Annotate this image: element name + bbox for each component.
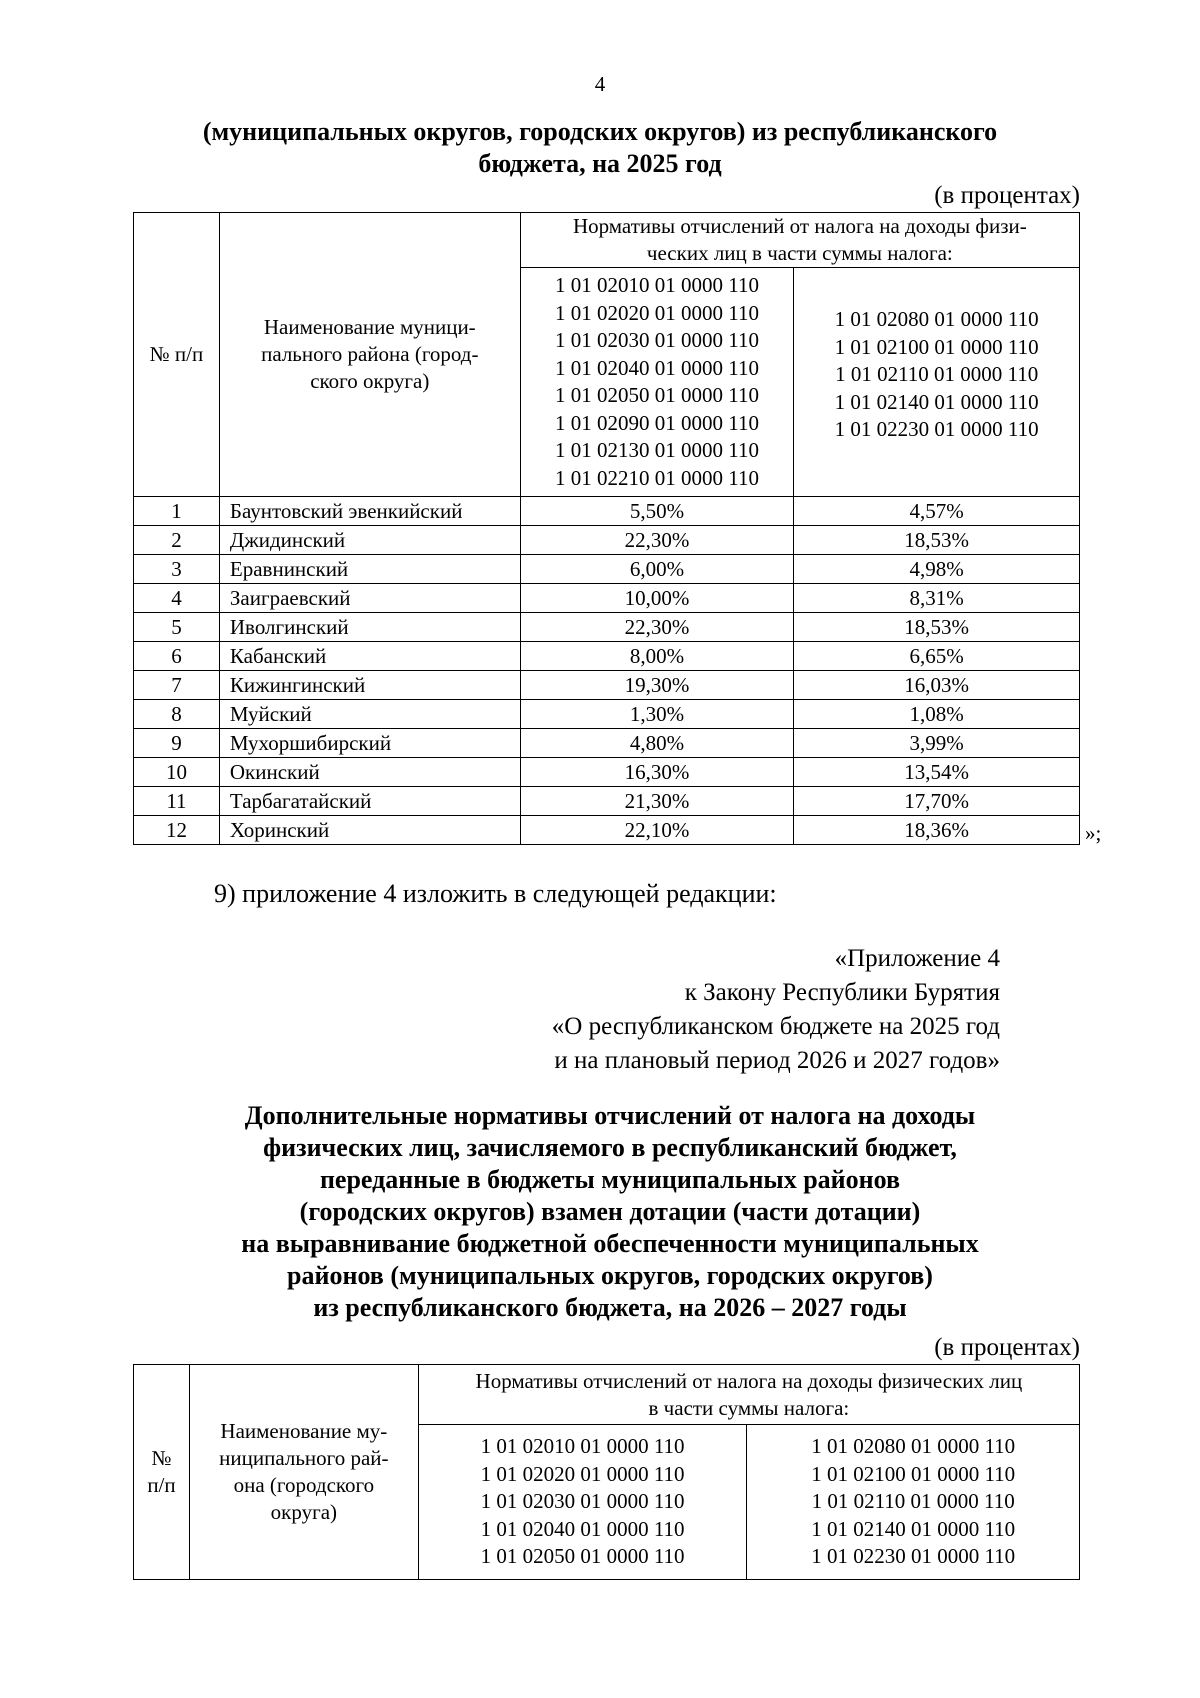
- code: 1 01 02100 01 0000 110: [811, 1461, 1016, 1486]
- header-name-line: пального района (город-: [261, 342, 479, 366]
- row-num: 9: [134, 729, 220, 758]
- annex-line: к Закону Республики Бурятия: [684, 979, 1000, 1006]
- heading-bottom-line: из республиканского бюджета, на 2026 – 2027 годы: [313, 1293, 907, 1322]
- code: 1 01 02050 01 0000 110: [480, 1544, 685, 1569]
- header-num-line: п/п: [147, 1473, 176, 1497]
- codes-col-1: [418, 1425, 747, 1580]
- row-num: 7: [134, 671, 220, 700]
- code: 1 01 02100 01 0000 110: [834, 334, 1039, 359]
- table-row: [134, 787, 1080, 816]
- codes-col-1: [520, 268, 794, 497]
- heading-bottom-line: физических лиц, зачисляемого в республиканский бюджет,: [263, 1133, 957, 1162]
- row-value-1: 22,30%: [520, 526, 794, 555]
- row-value-2: 17,70%: [794, 787, 1080, 816]
- header-name: [219, 213, 520, 497]
- row-num: 2: [134, 526, 220, 555]
- header-name-line: Наименование муници-: [263, 315, 476, 339]
- row-name: Джидинский: [219, 526, 520, 555]
- table-row: [134, 584, 1080, 613]
- code: 1 01 02010 01 0000 110: [480, 1434, 685, 1459]
- code: 1 01 02210 01 0000 110: [555, 465, 759, 490]
- page-number: 4: [594, 72, 606, 96]
- row-value-2: 3,99%: [794, 729, 1080, 758]
- header-num-line: №: [151, 1446, 172, 1470]
- header-num: № п/п: [134, 213, 220, 497]
- header-name-line: ниципального рай-: [219, 1446, 389, 1470]
- row-name: Кижингинский: [219, 671, 520, 700]
- heading-bottom-line: переданные в бюджеты муниципальных районов: [319, 1165, 901, 1194]
- header-num: [134, 1365, 190, 1580]
- code: 1 01 02030 01 0000 110: [480, 1489, 685, 1514]
- row-value-1: 1,30%: [520, 700, 794, 729]
- row-num: 6: [134, 642, 220, 671]
- row-num: 8: [134, 700, 220, 729]
- table-row: [134, 816, 1080, 845]
- row-value-1: 4,80%: [520, 729, 794, 758]
- table-row: [134, 526, 1080, 555]
- table-row: [134, 700, 1080, 729]
- row-num: 10: [134, 758, 220, 787]
- heading-bottom-line: районов (муниципальных округов, городских округов): [287, 1261, 933, 1290]
- row-value-1: 22,30%: [520, 613, 794, 642]
- code: 1 01 02030 01 0000 110: [555, 328, 759, 352]
- row-value-2: 8,31%: [794, 584, 1080, 613]
- table-2025: [133, 212, 1080, 845]
- header-name-line: Наименование му-: [220, 1419, 388, 1443]
- heading-top-line: (муниципальных округов, городских округов) из республиканского: [202, 117, 998, 146]
- row-value-1: 6,00%: [520, 555, 794, 584]
- row-value-2: 4,98%: [794, 555, 1080, 584]
- row-num: 4: [134, 584, 220, 613]
- row-name: Муйский: [219, 700, 520, 729]
- row-value-1: 21,30%: [520, 787, 794, 816]
- code: 1 01 02040 01 0000 110: [480, 1516, 685, 1541]
- unit-note-2: (в процентах): [934, 1334, 1080, 1361]
- row-value-2: 6,65%: [794, 642, 1080, 671]
- code: 1 01 02110 01 0000 110: [835, 362, 1039, 386]
- annex-line: «Приложение 4: [834, 945, 1000, 972]
- annex-line: «О республиканском бюджете на 2025 год: [551, 1013, 1000, 1040]
- row-name: Заиграевский: [219, 584, 520, 613]
- annex-reference: [552, 942, 1000, 1078]
- code: 1 01 02040 01 0000 110: [555, 355, 759, 380]
- row-num: 11: [134, 787, 220, 816]
- closing-quote-mark: »;: [1085, 821, 1102, 845]
- header-group: [418, 1365, 1079, 1425]
- table-row: [134, 497, 1080, 526]
- header-group: [520, 213, 1079, 268]
- row-value-2: 18,53%: [794, 526, 1080, 555]
- table-row: [134, 758, 1080, 787]
- header-group-line: ческих лиц в части суммы налога:: [646, 241, 953, 265]
- heading-bottom-line: на выравнивание бюджетной обеспеченности муниципальных: [241, 1229, 979, 1258]
- table-2026-2027: [133, 1364, 1080, 1580]
- code: 1 01 02050 01 0000 110: [555, 383, 759, 407]
- heading-bottom-line: Дополнительные нормативы отчислений от налога на доходы: [244, 1101, 976, 1130]
- header-group-line: Нормативы отчислений от налога на доходы физи-: [572, 214, 1027, 238]
- header-group-line: Нормативы отчислений от налога на доходы физических лиц: [475, 1368, 1023, 1393]
- row-value-1: 19,30%: [520, 671, 794, 700]
- row-num: 3: [134, 555, 220, 584]
- code: 1 01 02110 01 0000 110: [811, 1489, 1015, 1514]
- row-value-2: 4,57%: [794, 497, 1080, 526]
- header-name-line: ского округа): [310, 369, 430, 393]
- heading-top-line: бюджета, на 2025 год: [478, 149, 722, 178]
- row-value-2: 18,36%: [794, 816, 1080, 845]
- row-name: Мухоршибирский: [219, 729, 520, 758]
- code: 1 01 02080 01 0000 110: [834, 307, 1039, 331]
- code: 1 01 02080 01 0000 110: [811, 1434, 1016, 1459]
- table-row: [134, 613, 1080, 642]
- annex-line: и на плановый период 2026 и 2027 годов»: [554, 1047, 1000, 1074]
- row-value-2: 16,03%: [794, 671, 1080, 700]
- heading-bottom-line: (городских округов) взамен дотации (части дотации): [299, 1197, 921, 1226]
- row-name: Окинский: [219, 758, 520, 787]
- row-name: Тарбагатайский: [219, 787, 520, 816]
- code: 1 01 02140 01 0000 110: [834, 389, 1039, 414]
- row-name: Иволгинский: [219, 613, 520, 642]
- header-name-line: она (городского: [233, 1473, 375, 1497]
- row-value-2: 1,08%: [794, 700, 1080, 729]
- row-num: 12: [134, 816, 220, 845]
- table-row: [134, 642, 1080, 671]
- code: 1 01 02020 01 0000 110: [555, 300, 759, 325]
- code: 1 01 02010 01 0000 110: [555, 273, 759, 297]
- code: 1 01 02090 01 0000 110: [555, 410, 759, 435]
- code: 1 01 02140 01 0000 110: [811, 1516, 1016, 1541]
- code: 1 01 02230 01 0000 110: [834, 417, 1039, 441]
- row-name: Кабанский: [219, 642, 520, 671]
- header-group-line: в части суммы налога:: [648, 1395, 850, 1420]
- row-name: Баунтовский эвенкийский: [219, 497, 520, 526]
- paragraph-item-9: 9) приложение 4 изложить в следующей редакции:: [214, 879, 777, 908]
- codes-col-2: [747, 1425, 1080, 1580]
- row-value-1: 5,50%: [520, 497, 794, 526]
- unit-note: (в процентах): [934, 182, 1080, 209]
- table-row: [134, 729, 1080, 758]
- row-value-1: 22,10%: [520, 816, 794, 845]
- code: 1 01 02020 01 0000 110: [480, 1461, 685, 1486]
- row-value-1: 10,00%: [520, 584, 794, 613]
- table-row: [134, 671, 1080, 700]
- table-row: [134, 555, 1080, 584]
- code: 1 01 02130 01 0000 110: [555, 438, 759, 462]
- row-num: 5: [134, 613, 220, 642]
- heading-top: [0, 116, 1200, 180]
- header-name: [189, 1365, 418, 1580]
- row-name: Еравнинский: [219, 555, 520, 584]
- heading-bottom: [140, 1100, 1080, 1324]
- row-value-2: 18,53%: [794, 613, 1080, 642]
- code: 1 01 02230 01 0000 110: [811, 1544, 1016, 1569]
- header-name-line: округа): [270, 1500, 338, 1524]
- row-num: 1: [134, 497, 220, 526]
- row-name: Хоринский: [219, 816, 520, 845]
- codes-col-2: [794, 268, 1080, 497]
- row-value-2: 13,54%: [794, 758, 1080, 787]
- row-value-1: 16,30%: [520, 758, 794, 787]
- row-value-1: 8,00%: [520, 642, 794, 671]
